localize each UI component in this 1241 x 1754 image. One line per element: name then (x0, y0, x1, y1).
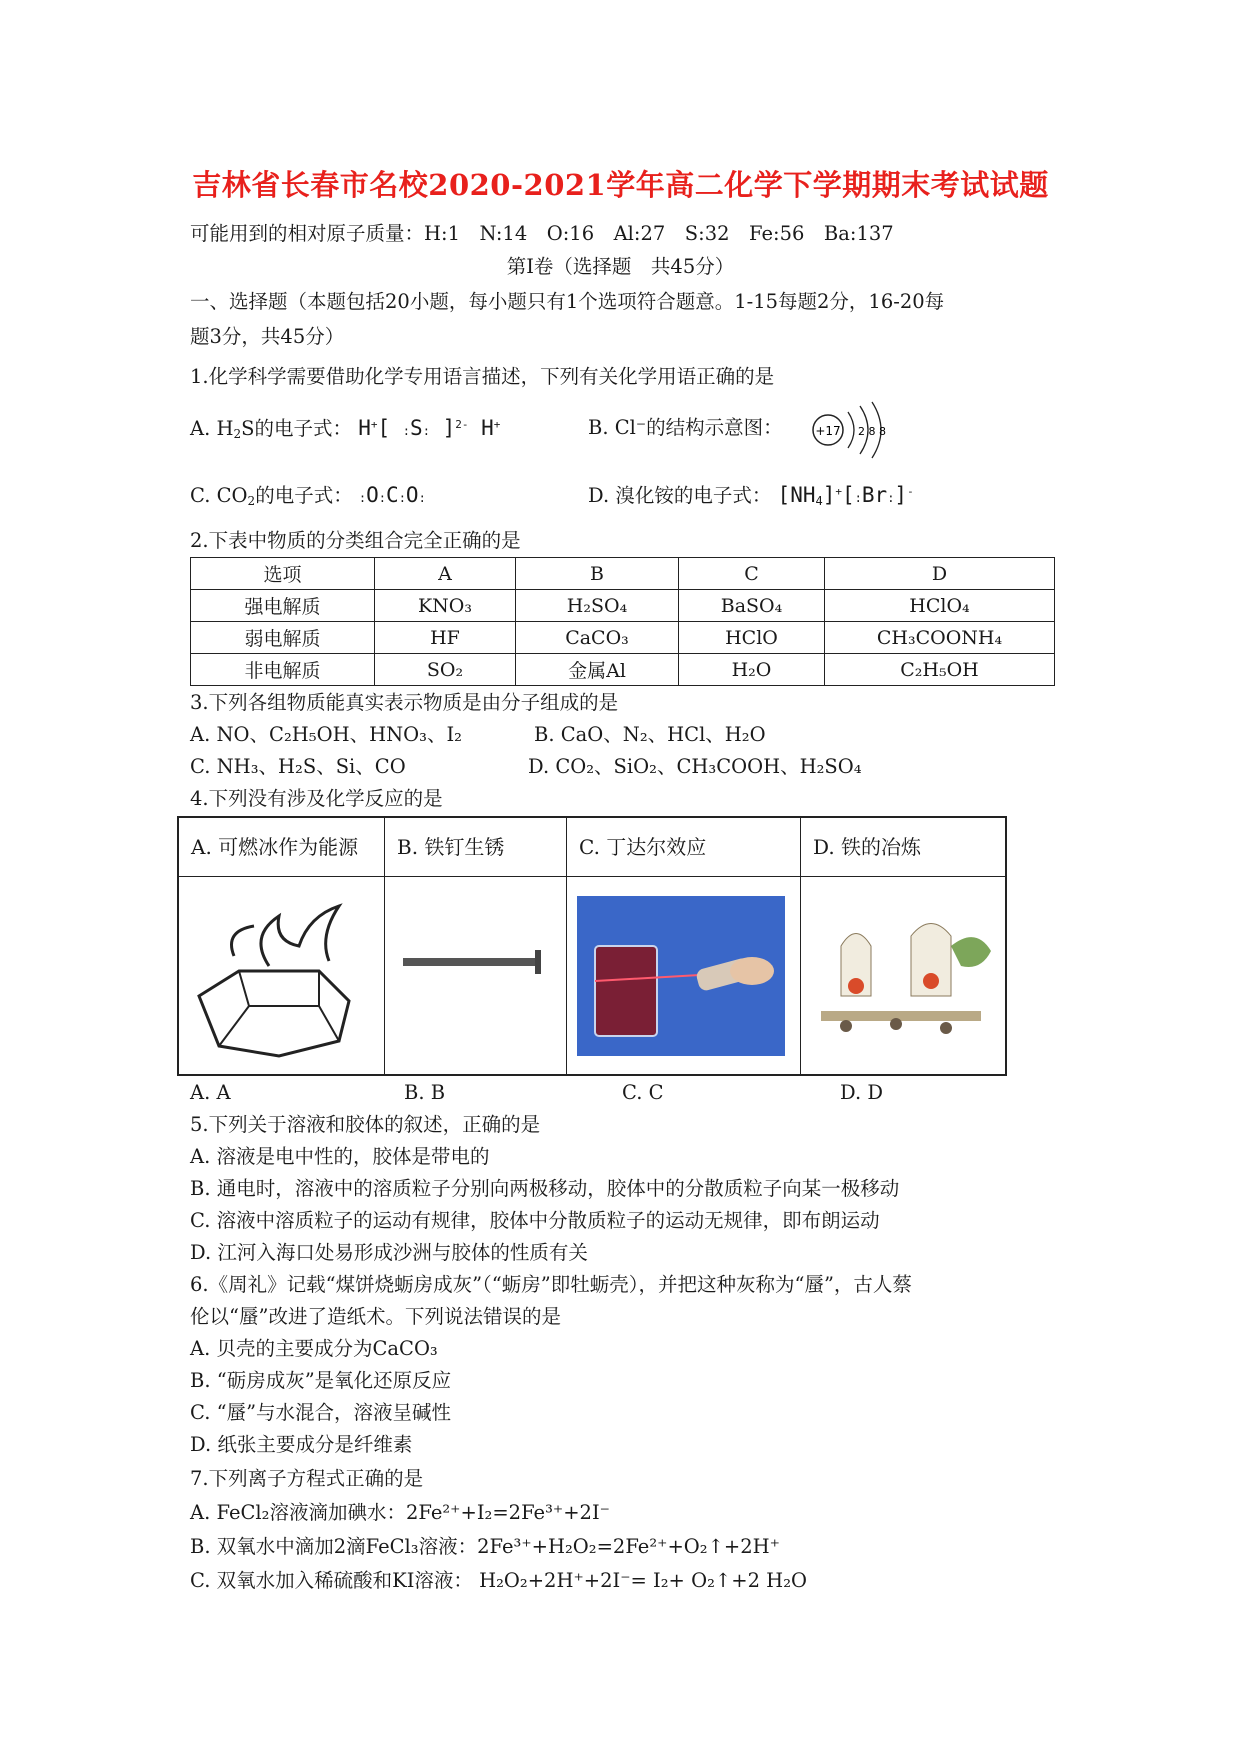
option-cell-label: B. 铁钉生锈 (385, 818, 566, 877)
q7-option-a: A. FeCl₂溶液滴加碘水：2Fe²⁺+I₂=2Fe³⁺+2I⁻ (190, 1501, 610, 1524)
table-cell: HF (375, 622, 516, 654)
table-header-cell: D (825, 558, 1055, 590)
table-cell: BaSO₄ (679, 590, 825, 622)
q7-option-c: C. 双氧水加入稀硫酸和KI溶液： H₂O₂+2H⁺+2I⁻= I₂+ O₂↑+2 H₂O (190, 1569, 807, 1592)
q6-option-b: B. “砺房成灰”是氧化还原反应 (190, 1369, 452, 1392)
combustible-ice-illustration (179, 876, 384, 1074)
q2-stem: 2.下表中物质的分类组合完全正确的是 (190, 529, 521, 552)
volume-heading: 第Ⅰ卷（选择题 共45分） (506, 255, 735, 278)
q1-a-prefix: 的电子式： (254, 417, 353, 440)
q3-stem: 3.下列各组物质能真实表示物质是由分子组成的是 (190, 691, 619, 714)
table-cell: HClO₄ (825, 590, 1055, 622)
q5-option-a: A. 溶液是电中性的，胶体是带电的 (190, 1145, 490, 1168)
table-cell: 强电解质 (191, 590, 375, 622)
table-cell: HClO (679, 622, 825, 654)
q1-d-text: D. 溴化铵的电子式： (588, 484, 772, 507)
table-cell: SO₂ (375, 654, 516, 686)
table-row (191, 590, 1055, 622)
q4-choice-b: B. B (404, 1081, 446, 1104)
q4-choice-c: C. C (622, 1081, 664, 1104)
q5-stem: 5.下列关于溶液和胶体的叙述，正确的是 (190, 1113, 541, 1136)
q4-choice-d: D. D (840, 1081, 883, 1104)
table-cell: H₂SO₄ (516, 590, 679, 622)
table-cell: H₂O (679, 654, 825, 686)
table-header-cell: B (516, 558, 679, 590)
section-instructions-line2: 题3分，共45分） (190, 325, 345, 348)
table-row (191, 654, 1055, 686)
q3-option-a: A. NO、C₂H₅OH、HNO₃、I₂ (190, 723, 462, 746)
option-cell-b (385, 818, 567, 1074)
q1-option-c: C. $CO_2$的电子式： :O:C:O: (190, 483, 426, 508)
cl-nucleus-label: +17 (815, 424, 841, 438)
q5-option-b: B. 通电时，溶液中的溶质粒子分别向两极移动，胶体中的分散质粒子向某一极移动 (190, 1177, 900, 1200)
iron-smelting-illustration (801, 876, 1005, 1074)
q5-option-d: D. 江河入海口处易形成沙洲与胶体的性质有关 (190, 1241, 588, 1264)
option-cell-a (179, 818, 385, 1074)
table-cell: C₂H₅OH (825, 654, 1055, 686)
option-cell-label: D. 铁的冶炼 (801, 818, 1005, 877)
h2s-electron-formula: H+[ :S: ]$^{2-}$ H+ (358, 416, 501, 440)
section-instructions-line1: 一、选择题（本题包括20小题，每小题只有1个选项符合题意。1-15每题2分，16-20每 (190, 290, 945, 313)
atomic-masses-line: 可能用到的相对原子质量：H:1 N:14 O:16 Al:27 S:32 Fe:56 Ba:137 (190, 222, 894, 245)
q6-stem-line2: 伦以“蜃”改进了造纸术。下列说法错误的是 (190, 1305, 561, 1328)
q6-option-c: C. “蜃”与水混合，溶液呈碱性 (190, 1401, 452, 1424)
nh4br-electron-formula: $[NH_4]^+[:Br:]^-$ (777, 483, 914, 508)
cl-shell-electrons: 2 8 8 (858, 425, 886, 438)
table-cell: 非电解质 (191, 654, 375, 686)
q1-option-a: A. $H_2S$的电子式： H+[ :S: ]$^{2-}$ H+ (190, 416, 501, 441)
table-row (191, 622, 1055, 654)
iron-nail-illustration (385, 876, 566, 1074)
q1-c-label: C. (190, 484, 211, 507)
q5-option-c: C. 溶液中溶质粒子的运动有规律，胶体中分散质粒子的运动无规律，即布朗运动 (190, 1209, 880, 1232)
table-cell: KNO₃ (375, 590, 516, 622)
q3-option-d: D. CO₂、SiO₂、CH₃COOH、H₂SO₄ (528, 755, 862, 778)
q4-choice-a: A. A (190, 1081, 231, 1104)
option-cell-label: A. 可燃冰作为能源 (179, 818, 384, 877)
q1-stem: 1.化学科学需要借助化学专用语言描述，下列有关化学用语正确的是 (190, 365, 775, 388)
table-header-cell: A (375, 558, 516, 590)
q7-stem: 7.下列离子方程式正确的是 (190, 1467, 424, 1490)
q6-option-a: A. 贝壳的主要成分为CaCO₃ (190, 1337, 438, 1360)
q1-c-prefix: 的电子式： (255, 484, 353, 507)
table-header-cell: C (679, 558, 825, 590)
q1-option-b (588, 415, 783, 441)
q6-option-d: D. 纸张主要成分是纤维素 (190, 1433, 413, 1456)
option-cell-label: C. 丁达尔效应 (567, 818, 800, 877)
table-header-cell: 选项 (191, 558, 375, 590)
page-title: 吉林省长春市名校2020-2021学年高二化学下学期期末考试试题 (192, 168, 1049, 202)
option-cell-d (801, 818, 1005, 1074)
q7-option-b: B. 双氧水中滴加2滴FeCl₃溶液：2Fe³⁺+H₂O₂=2Fe²⁺+O₂↑+2H⁺ (190, 1535, 780, 1558)
tyndall-effect-photo (567, 876, 800, 1074)
q3-option-c: C. NH₃、H₂S、Si、CO (190, 755, 406, 778)
q1-b-text: B. Cl⁻的结构示意图： (588, 416, 783, 439)
table-cell: 金属Al (516, 654, 679, 686)
classification-table (190, 557, 1055, 686)
reaction-picture-table (177, 816, 1007, 1076)
q1-option-d (588, 482, 914, 511)
table-cell: CaCO₃ (516, 622, 679, 654)
q6-stem-line1: 6.《周礼》记载“煤饼烧蛎房成灰”（“蛎房”即牡蛎壳），并把这种灰称为“蜃”，古人蔡 (190, 1273, 912, 1296)
table-cell: CH₃COONH₄ (825, 622, 1055, 654)
q3-option-b: B. CaO、N₂、HCl、H₂O (534, 723, 766, 746)
q1-a-label: A. (190, 417, 211, 440)
table-header-row (191, 558, 1055, 590)
cl-ion-structure-diagram (808, 400, 898, 462)
co2-electron-formula: :O:C:O: (358, 483, 426, 507)
q4-stem: 4.下列没有涉及化学反应的是 (190, 787, 443, 810)
option-cell-c (567, 818, 801, 1074)
table-cell: 弱电解质 (191, 622, 375, 654)
